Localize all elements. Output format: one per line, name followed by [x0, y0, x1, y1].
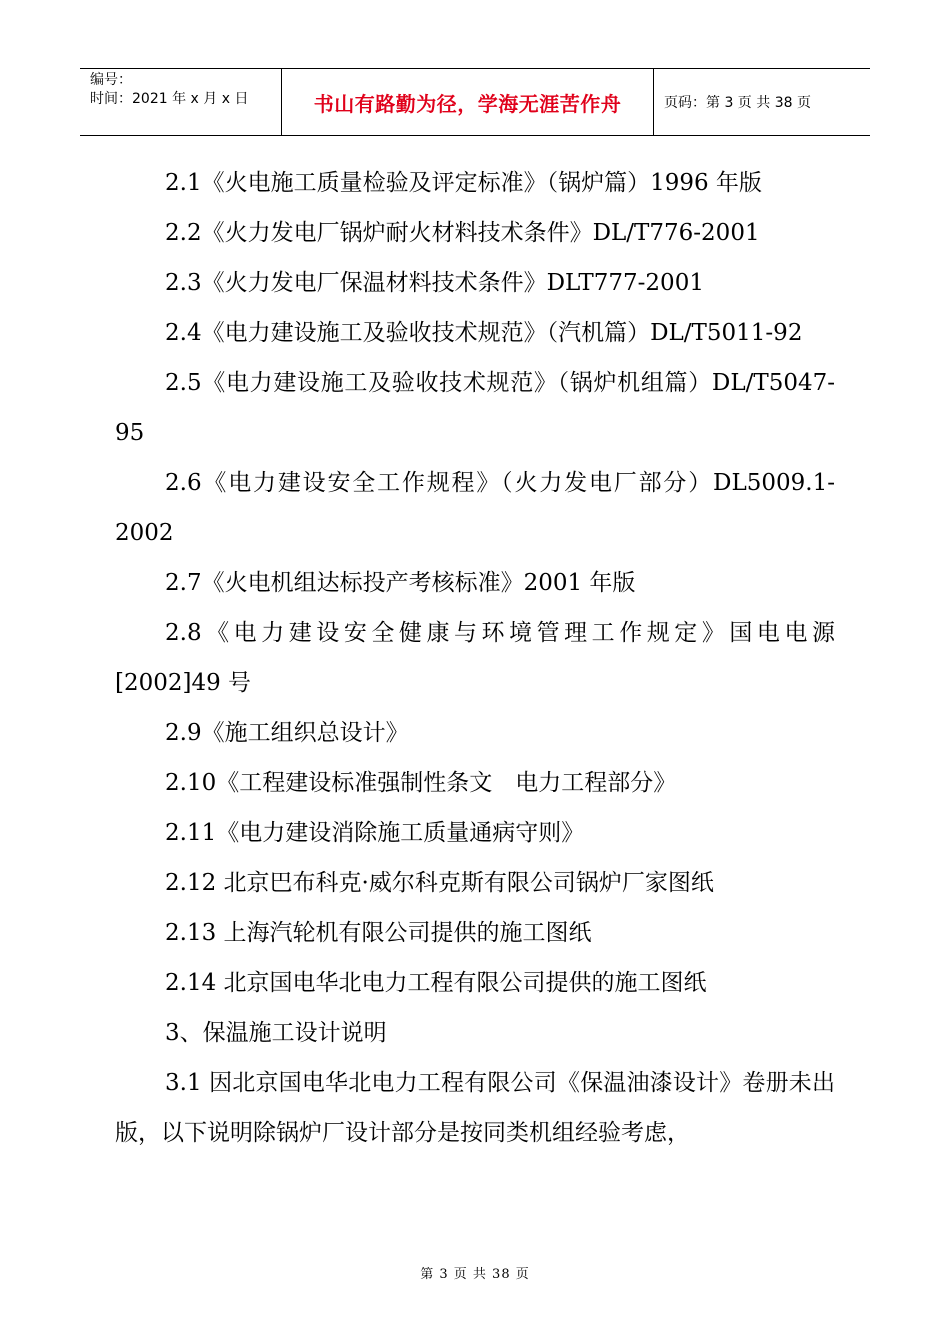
document-body [115, 158, 835, 1158]
page-footer [0, 1263, 950, 1282]
reference-item: 2.3《火力发电厂保温材料技术条件》DLT777-2001 [165, 270, 704, 296]
motto-text: 书山有路勤为径，学海无涯苦作舟 [313, 91, 622, 116]
reference-item: 2.4《电力建设施工及验收技术规范》（汽机篇）DL/T5011-92 [165, 320, 803, 346]
reference-item: 2.14 北京国电华北电力工程有限公司提供的施工图纸 [165, 970, 707, 996]
section-paragraph: 3.1 因北京国电华北电力工程有限公司《保温油漆设计》卷册未出版，以下说明除锅炉厂设计部分是按同类机组经验考虑， [115, 1070, 835, 1146]
reference-item: 2.13 上海汽轮机有限公司提供的施工图纸 [165, 920, 592, 946]
footer-page-number: 第 3 页 共 38 页 [420, 1267, 530, 1282]
page-info-text: 页码：第 3 页 共 38 页 [664, 95, 811, 111]
reference-item: 2.9《施工组织总设计》 [165, 720, 409, 746]
header-page-info [654, 69, 870, 135]
header-motto [282, 69, 654, 135]
reference-item: 2.5《电力建设施工及验收技术规范》（锅炉机组篇）DL/T5047-95 [115, 370, 835, 446]
document-time-label: 时间：2021 年 x 月 x 日 [90, 91, 249, 107]
reference-item: 2.6《电力建设安全工作规程》（火力发电厂部分）DL5009.1-2002 [115, 470, 835, 546]
header-meta [80, 69, 282, 135]
document-number-label: 编号： [90, 72, 132, 88]
reference-item: 2.12 北京巴布科克·威尔科克斯有限公司锅炉厂家图纸 [165, 870, 714, 896]
reference-item: 2.10《工程建设标准强制性条文 电力工程部分》 [165, 770, 677, 796]
reference-item: 2.7《火电机组达标投产考核标准》2001 年版 [165, 570, 636, 596]
section-heading: 3、保温施工设计说明 [165, 1020, 387, 1046]
reference-item: 2.11《电力建设消除施工质量通病守则》 [165, 820, 585, 846]
reference-item: 2.2《火力发电厂锅炉耐火材料技术条件》DL/T776-2001 [165, 220, 760, 246]
reference-item: 2.8《电力建设安全健康与环境管理工作规定》国电电源[2002]49 号 [115, 620, 835, 696]
reference-item: 2.1《火电施工质量检验及评定标准》（锅炉篇）1996 年版 [165, 170, 762, 196]
page-header [80, 68, 870, 136]
